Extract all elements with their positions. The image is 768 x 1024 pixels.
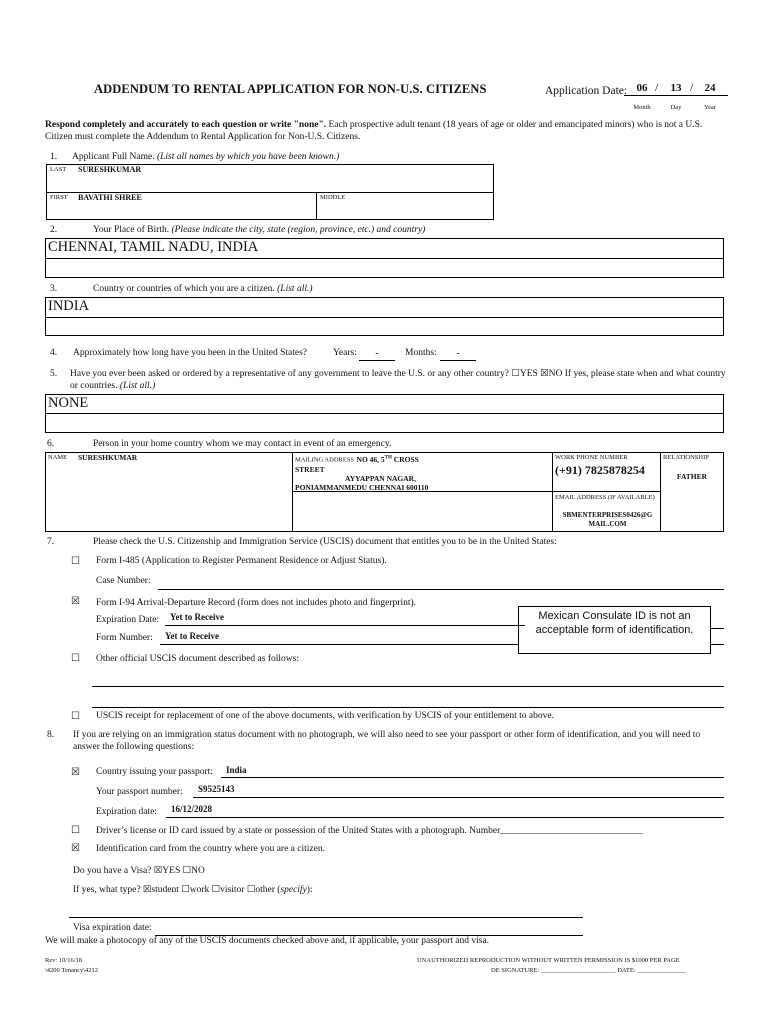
- mailing-address-line3: AYYAPPAN NAGAR,: [345, 473, 416, 483]
- q3-hint: (List all.): [277, 284, 313, 294]
- passport-number-input[interactable]: [193, 784, 724, 798]
- other-doc-line1[interactable]: [92, 675, 724, 687]
- other-doc-line2[interactable]: [92, 696, 724, 708]
- visa-question[interactable]: Do you have a Visa? ☒YES ☐NO: [73, 866, 205, 876]
- years-input[interactable]: [359, 348, 395, 361]
- instructions-bold: Respond completely and accurately to each question or write "none".: [45, 120, 327, 130]
- middle-name-label: MIDDLE: [320, 194, 346, 201]
- case-number-label: Case Number:: [96, 576, 151, 586]
- visa-expiration-input[interactable]: [155, 924, 583, 936]
- q3-number: 3.: [50, 284, 58, 294]
- application-date-day[interactable]: 13: [658, 82, 694, 96]
- q7-question: Please check the U.S. Citizenship and Immigration Service (USCIS) document that entitles you to be in the United States:: [93, 537, 557, 547]
- passport-number-label: Your passport number:: [96, 787, 183, 797]
- relationship-value: FATHER: [676, 472, 708, 481]
- visa-type-line[interactable]: [69, 906, 583, 918]
- q1-question: [72, 152, 339, 162]
- first-name-label: FIRST: [50, 194, 68, 201]
- middle-name-field[interactable]: [316, 192, 494, 220]
- mailing-address-label: MAILING ADDRESS: [295, 456, 355, 464]
- note-underline: [710, 615, 724, 629]
- q1-hint: (List all names by which you have been known.): [156, 152, 340, 162]
- email-value: [553, 511, 662, 529]
- expiration-date-label: Expiration Date:: [96, 615, 160, 625]
- birthplace-value: CHENNAI, TAMIL NADU, INDIA: [48, 239, 259, 255]
- q2-label: Your Place of Birth.: [93, 225, 170, 235]
- citizenship-field-extra[interactable]: [45, 317, 724, 336]
- receipt-label: USCIS receipt for replacement of one of the above documents, with verification by USCIS of your entitlement to above.: [96, 711, 554, 721]
- q6-question: Person in your home country whom we may contact in event of an emergency.: [93, 439, 392, 449]
- years-value: -: [375, 348, 379, 359]
- first-name-field[interactable]: [46, 192, 317, 220]
- q3-question: [93, 284, 313, 294]
- photocopy-notice: We will make a photocopy of any of the USCIS documents checked above and, if applicable, your passport and visa.: [45, 936, 490, 946]
- year-caption: Year: [704, 104, 716, 111]
- birthplace-field-extra[interactable]: [45, 258, 724, 278]
- first-name-value: BAVATHI SHREE: [78, 193, 142, 202]
- document-path: \4200 Tenancy\4212: [45, 967, 99, 974]
- date-separator: /: [655, 80, 659, 94]
- drivers-license-label: Driver’s license or ID card issued by a state or possession of the United States with a photograph. Number______________________________: [96, 826, 643, 836]
- q2-hint: (Please indicate the city, state (region, province, etc.) and country): [171, 225, 426, 235]
- other-doc-checkbox[interactable]: ☐: [71, 653, 80, 664]
- reproduction-warning: UNAUTHORIZED REPRODUCTION WITHOUT WRITTEN PERMISSION IS $1000 PER PAGE: [417, 957, 680, 964]
- application-date-month[interactable]: 06: [624, 82, 660, 96]
- visa-type-end: ):: [306, 885, 313, 895]
- q8-number: 8.: [47, 730, 55, 740]
- work-phone-label: WORK PHONE NUMBER: [555, 454, 628, 461]
- visa-type-question[interactable]: [73, 884, 313, 895]
- note-underline: [710, 630, 724, 645]
- leave-order-field[interactable]: [45, 394, 724, 414]
- months-input[interactable]: [440, 348, 476, 361]
- instructions-text: Each prospective adult tenant (18 years of age or older and emancipated minors) who is not a U.S. Citizen must complete the Addendum to Rental Application for Non-U.S. Citizens.: [45, 120, 703, 142]
- mailing-address-line4: PONIAMMANMEDU CHENNAI 600110: [295, 482, 429, 492]
- i485-checkbox[interactable]: ☐: [71, 556, 80, 567]
- emergency-name-label: NAME: [48, 454, 68, 461]
- email-value-line1: SBMENTERPRISES0426@G: [562, 511, 653, 519]
- application-date-year[interactable]: 24: [692, 82, 728, 96]
- visa-type-options: If yes, what type? ☒student ☐work ☐visitor ☐other (: [73, 885, 281, 895]
- last-name-field[interactable]: [46, 164, 494, 193]
- visa-expiration-label: Visa expiration date:: [73, 923, 152, 933]
- passport-expiration-input[interactable]: [166, 804, 724, 818]
- mailing-address-line2: STREET: [295, 464, 325, 474]
- months-label: Months:: [405, 348, 437, 358]
- q3-label: Country or countries of which you are a citizen.: [93, 284, 275, 294]
- citizenship-field[interactable]: [45, 297, 724, 318]
- instructions: [45, 120, 729, 143]
- application-date-label: Application Date:: [545, 85, 628, 97]
- passport-country-checkbox[interactable]: ☒: [71, 767, 80, 778]
- leave-order-field-extra[interactable]: [45, 413, 724, 433]
- mailing-address-extra[interactable]: [292, 491, 553, 532]
- emergency-name-field[interactable]: [45, 452, 293, 532]
- email-label: EMAIL ADDRESS (IF AVAILABLE): [555, 494, 655, 501]
- id-card-checkbox[interactable]: ☒: [71, 843, 80, 854]
- q4-question: Approximately how long have you been in the United States?: [73, 348, 308, 358]
- months-value: -: [456, 348, 460, 359]
- birthplace-field[interactable]: [45, 238, 724, 259]
- drivers-license-checkbox[interactable]: ☐: [71, 825, 80, 836]
- i94-label: Form I-94 Arrival-Departure Record (form does not includes photo and fingerprint).: [96, 598, 417, 608]
- date-separator: /: [690, 80, 694, 94]
- form-number-input[interactable]: [160, 630, 518, 645]
- last-name-value: SURESHKUMAR: [78, 165, 142, 174]
- q5-label: Have you ever been asked or ordered by a representative of any government to leave the U.S. or any other country? ☐YES ☒NO If yes, please state when and what country or countries.: [70, 369, 726, 391]
- passport-number-value: S9525143: [198, 784, 235, 794]
- mailing-address-line1b: CROSS: [391, 454, 419, 464]
- q2-number: 2.: [50, 225, 58, 235]
- citizenship-value: INDIA: [48, 298, 90, 314]
- passport-country-input[interactable]: [221, 765, 724, 778]
- q8-question: If you are relying on an immigration status document with no photograph, we will also need to see your passport or other form of identification, and you will need to answer the following questions:: [73, 730, 701, 752]
- q7-number: 7.: [47, 537, 55, 547]
- visa-type-specify: specify: [280, 885, 307, 895]
- q5-hint: (List all.): [119, 380, 156, 391]
- passport-country-label: Country issuing your passport:: [96, 767, 213, 777]
- last-name-label: LAST: [50, 166, 67, 173]
- signature-line[interactable]: DE SIGNATURE: _______________________ DATE: _______________: [491, 967, 686, 974]
- email-field[interactable]: [552, 491, 661, 532]
- mailing-address-field[interactable]: [292, 452, 553, 492]
- q1-label: Applicant Full Name.: [72, 152, 155, 162]
- document-title: ADDENDUM TO RENTAL APPLICATION FOR NON-U.S. CITIZENS: [94, 82, 487, 96]
- month-caption: Month: [633, 104, 651, 111]
- email-value-line2: MAIL.COM: [588, 520, 627, 528]
- day-caption: Day: [670, 104, 682, 111]
- consulate-id-note: Mexican Consulate ID is not an acceptable form of identification.: [518, 606, 711, 654]
- other-doc-label: Other official USCIS document described as follows:: [96, 654, 299, 664]
- q1-number: 1.: [50, 152, 58, 162]
- work-phone-field[interactable]: [552, 452, 661, 492]
- leave-order-value: NONE: [48, 395, 89, 411]
- passport-expiration-value: 16/12/2028: [171, 804, 213, 814]
- mailing-address-line1: NO 46, 5: [356, 454, 385, 464]
- q4-number: 4.: [50, 348, 58, 358]
- expiration-date-input[interactable]: [165, 612, 525, 626]
- passport-country-value: India: [226, 765, 247, 775]
- mailing-address-sup: TH: [384, 455, 392, 460]
- q5-question: [70, 369, 726, 392]
- years-label: Years:: [333, 348, 357, 358]
- q6-number: 6.: [47, 439, 55, 449]
- emergency-name-value: SURESHKUMAR: [78, 453, 138, 462]
- form-number-label: Form Number:: [96, 633, 153, 643]
- passport-expiration-label: Expiration date:: [96, 807, 157, 817]
- expiration-date-value: Yet to Receive: [170, 612, 224, 622]
- id-card-label: Identification card from the country where you are a citizen.: [96, 844, 325, 854]
- i485-label: Form I-485 (Application to Register Permanent Residence or Adjust Status).: [96, 556, 387, 566]
- receipt-checkbox[interactable]: ☐: [71, 711, 80, 722]
- work-phone-value: (+91) 7825878254: [555, 463, 645, 477]
- q2-question: [93, 225, 425, 235]
- i94-checkbox[interactable]: ☒: [71, 596, 80, 607]
- q5-number: 5.: [50, 369, 58, 379]
- revision: Rev: 10/16/18: [45, 957, 83, 964]
- case-number-input[interactable]: [158, 578, 724, 590]
- form-number-value: Yet to Receive: [165, 631, 219, 641]
- mailing-address-block: [295, 453, 551, 492]
- relationship-field[interactable]: [660, 452, 724, 532]
- relationship-label: RELATIONSHIP: [663, 454, 709, 461]
